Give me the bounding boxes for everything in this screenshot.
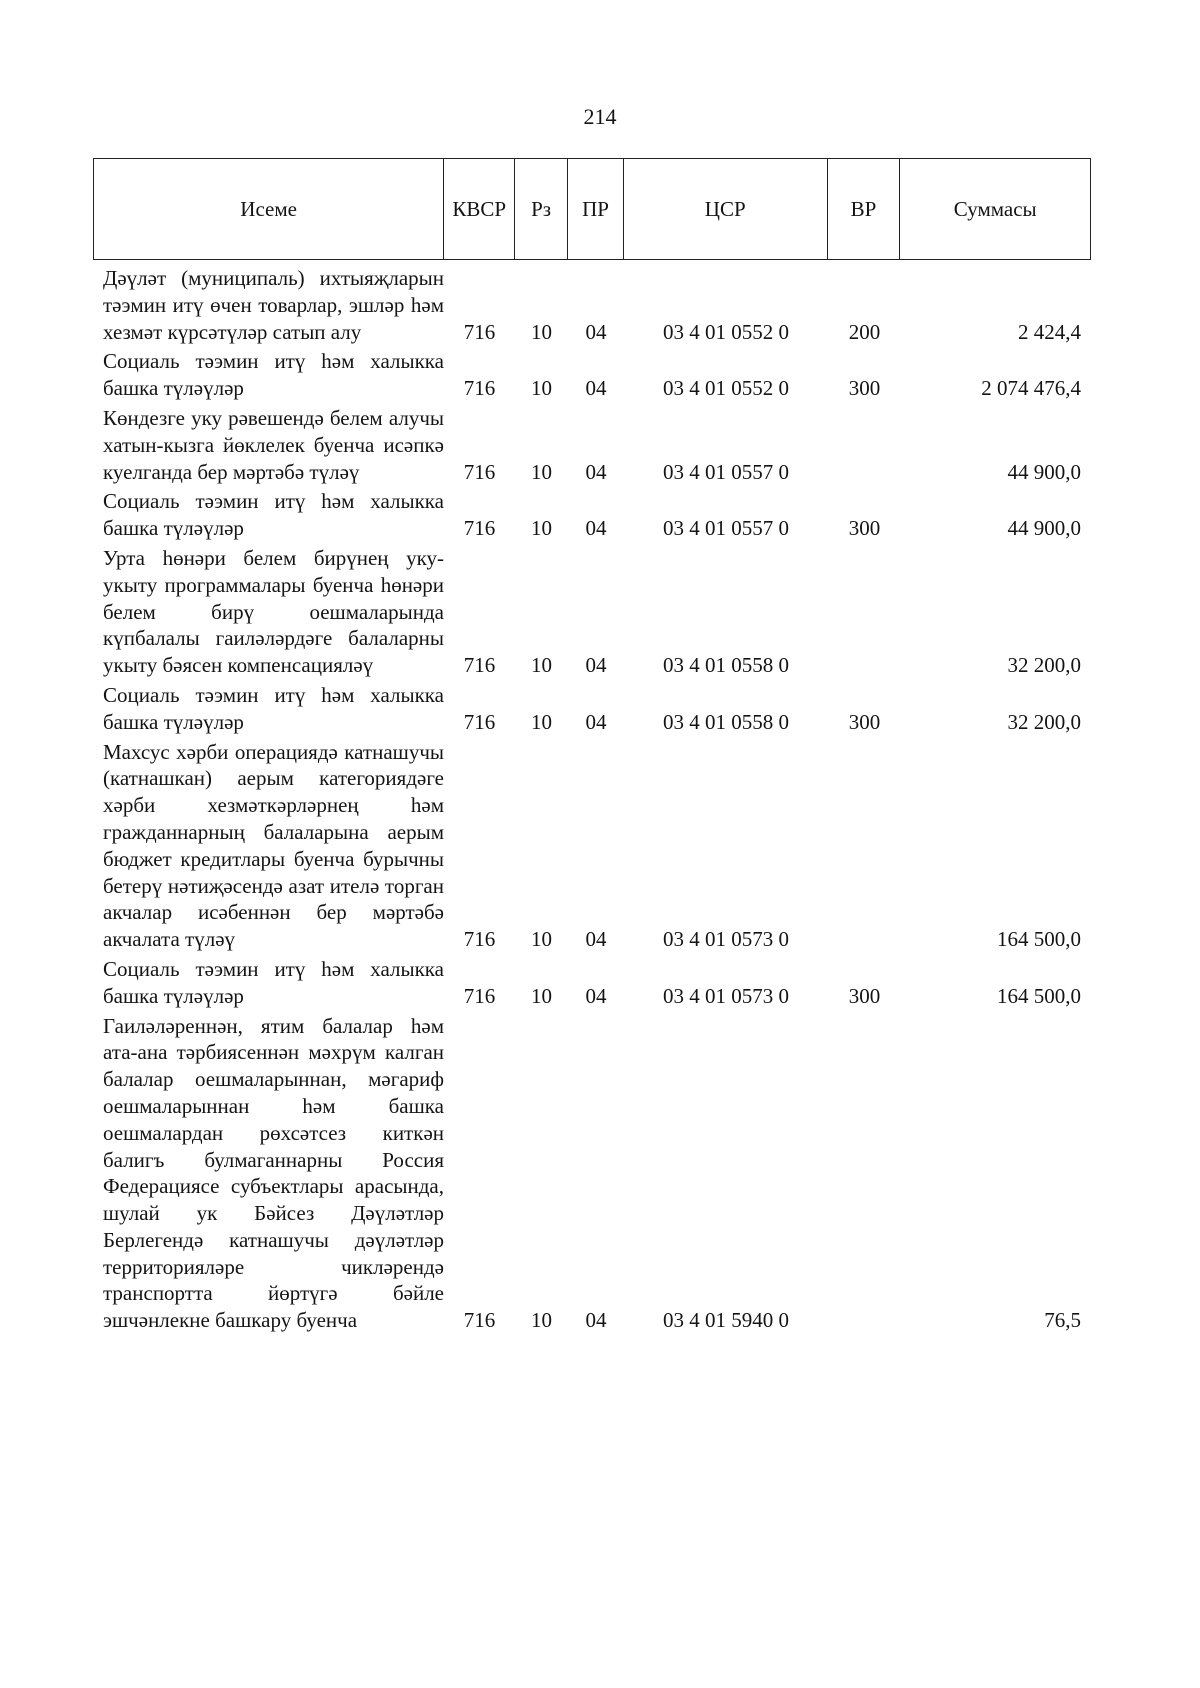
row-kvsr: 716 (463, 516, 496, 541)
row-sum: 44 900,0 (1007, 459, 1081, 484)
row-sum: 32 200,0 (1007, 653, 1081, 678)
row-pr: 04 (585, 516, 607, 541)
row-sum: 164 500,0 (997, 983, 1081, 1008)
row-kvsr: 716 (463, 376, 496, 401)
row-kvsr: 716 (463, 709, 496, 734)
table-row (93, 485, 1091, 542)
row-pr: 04 (585, 459, 607, 484)
row-kvsr: 716 (463, 459, 496, 484)
table-header (93, 158, 1091, 260)
row-rz: 10 (531, 709, 552, 734)
row-name: Социаль тәэмин итү һәм халыкка башка түләүләр (103, 682, 444, 734)
header-kvsr: КВСР (444, 159, 515, 259)
row-rz: 10 (531, 516, 552, 541)
row-csr: 03 4 01 0573 0 (663, 927, 789, 952)
row-rz: 10 (531, 319, 552, 344)
row-name: Гаиләләреннән, ятим балалар һәм ата-ана тәрбиясеннән мәхрүм калган балалар оешмаларыннан, мәгариф оешмаларыннан һәм башка оешмалардан рөхсәтсез киткән балигъ булмаганнарны Россия Федерациясе субъектлары арасында, шулай ук Бәйсез Дәүләтләр Берлегендә катнашучы дәүләтләр территорияләре чикләрендә транспортта йөртүгә бәйле эшчәнлекне башкару буенча (103, 1013, 444, 1333)
row-csr: 03 4 01 0573 0 (663, 983, 789, 1008)
row-name: Көндезге уку рәвешендә белем алучы хатын-кызга йөклелек буенча исәпкә куелганда бер мәртәбә түләү (103, 405, 444, 484)
row-kvsr: 716 (463, 1308, 496, 1333)
table-body (93, 262, 1091, 1334)
row-pr: 04 (585, 319, 607, 344)
row-sum: 44 900,0 (1007, 516, 1081, 541)
row-rz: 10 (531, 1308, 552, 1333)
row-kvsr: 716 (463, 927, 496, 952)
row-pr: 04 (585, 376, 607, 401)
row-pr: 04 (585, 983, 607, 1008)
row-name: Социаль тәэмин итү һәм халыкка башка түләүләр (103, 489, 444, 541)
row-rz: 10 (531, 927, 552, 952)
table-row (93, 1010, 1091, 1335)
row-rz: 10 (531, 376, 552, 401)
row-sum: 76,5 (1044, 1308, 1081, 1333)
table-row (93, 736, 1091, 953)
row-sum: 2 074 476,4 (981, 376, 1081, 401)
header-sum: Суммасы (953, 196, 1037, 221)
table-row (93, 679, 1091, 736)
row-name: Социаль тәэмин итү һәм халыкка башка түләүләр (103, 349, 444, 401)
row-name: Социаль тәэмин итү һәм халыкка башка түләүләр (103, 956, 444, 1008)
row-kvsr: 716 (463, 319, 496, 344)
row-vr: 200 (848, 319, 881, 344)
page-number: 214 (583, 104, 617, 129)
row-csr: 03 4 01 0558 0 (663, 709, 789, 734)
table-row (93, 953, 1091, 1010)
row-pr: 04 (585, 1308, 607, 1333)
row-rz: 10 (531, 459, 552, 484)
header-csr: ЦСР (624, 159, 828, 259)
row-csr: 03 4 01 0557 0 (663, 516, 789, 541)
row-kvsr: 716 (463, 653, 496, 678)
header-vr: ВР (828, 159, 901, 259)
table-row (93, 262, 1091, 345)
header-rz: Рз (515, 159, 568, 259)
row-sum: 2 424,4 (1018, 319, 1081, 344)
row-csr: 03 4 01 0552 0 (663, 376, 789, 401)
row-sum: 32 200,0 (1007, 709, 1081, 734)
row-vr: 300 (848, 516, 881, 541)
table-row (93, 542, 1091, 679)
row-vr: 300 (848, 983, 881, 1008)
row-sum: 164 500,0 (997, 927, 1081, 952)
row-name: Махсус хәрби операциядә катнашучы (катнашкан) аерым категориядәге хәрби хезмәткәрләрнең һәм гражданнарның балаларына аерым бюджет кредитлары буенча бурычны бетерү нәтиҗәсендә азат ителә торган акчалар исәбеннән бер мәртәбә акчалата түләү (103, 739, 444, 952)
row-pr: 04 (585, 709, 607, 734)
row-csr: 03 4 01 0558 0 (663, 653, 789, 678)
row-kvsr: 716 (463, 983, 496, 1008)
table-row (93, 345, 1091, 402)
header-pr: ПР (568, 159, 624, 259)
table-row (93, 402, 1091, 485)
row-csr: 03 4 01 5940 0 (663, 1308, 789, 1333)
row-vr: 300 (848, 709, 881, 734)
row-vr: 300 (848, 376, 881, 401)
row-csr: 03 4 01 0552 0 (663, 319, 789, 344)
row-rz: 10 (531, 653, 552, 678)
row-pr: 04 (585, 927, 607, 952)
row-name: Урта һөнәри белем бирүнең уку-укыту программалары буенча һөнәри белем бирү оешмаларында күпбалалы гаиләләрдәге балаларны укыту бәясен компенсацияләү (103, 545, 444, 678)
row-name: Дәүләт (муниципаль) ихтыяҗларын тәэмин итү өчен товарлар, эшләр һәм хезмәт күрсәтүләр сатып алу (103, 266, 444, 344)
row-rz: 10 (531, 983, 552, 1008)
row-csr: 03 4 01 0557 0 (663, 459, 789, 484)
header-name: Исеме (94, 159, 444, 259)
row-pr: 04 (585, 653, 607, 678)
